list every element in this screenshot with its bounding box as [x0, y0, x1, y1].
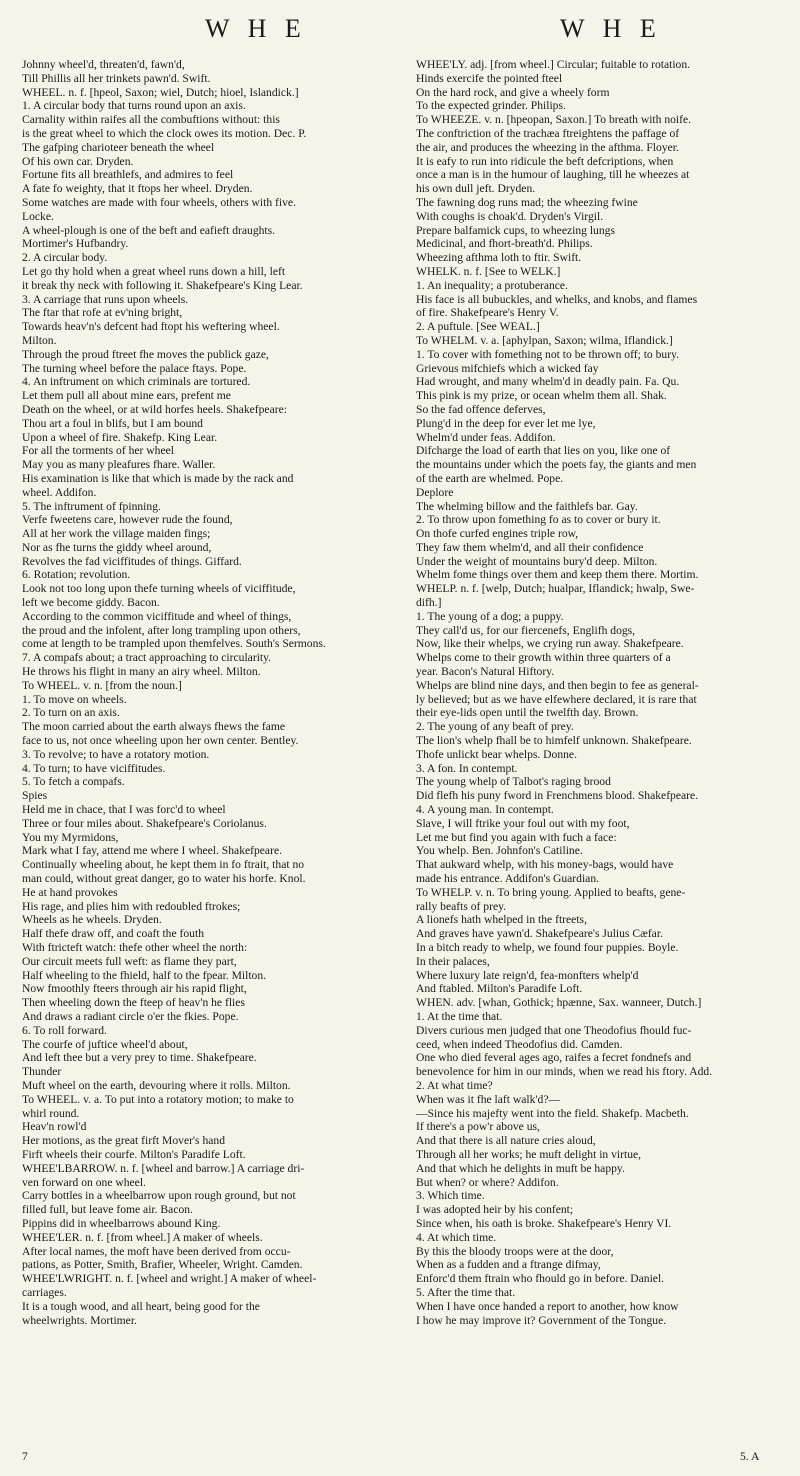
text-line: He at hand provokes — [22, 885, 118, 899]
text-line: Then wheeling down the fteep of heav'n he flies — [22, 996, 245, 1010]
text-line: Now, like their whelps, we crying run away. Shakefpeare. — [416, 637, 684, 651]
text-line: Muft wheel on the earth, devouring where it rolls. Milton. — [22, 1078, 291, 1092]
running-header-left: W H E — [205, 14, 307, 43]
text-line: ven forward on one wheel. — [22, 1175, 146, 1189]
text-line: of fire. Shakefpeare's Henry V. — [416, 306, 559, 320]
text-line: Three or four miles about. Shakefpeare's Coriolanus. — [22, 816, 267, 830]
text-line: But when? or where? Addifon. — [416, 1175, 559, 1189]
text-line: Mortimer's Hufbandry. — [22, 237, 129, 251]
text-line: Since when, his oath is broke. Shakefpeare's Henry VI. — [416, 1216, 672, 1230]
text-line: You my Myrmidons, — [22, 830, 119, 844]
text-line: Half thefe draw off, and coaft the fouth — [22, 927, 204, 941]
text-line: Our circuit meets full weft: as flame they part, — [22, 954, 237, 968]
text-line: Locke. — [22, 209, 54, 223]
text-line: of the earth are whelmed. Pope. — [416, 471, 564, 485]
text-line: Had wrought, and many whelm'd in deadly pain. Fa. Qu. — [416, 375, 680, 389]
text-line: the mountains under which the poets fay, the giants and men — [416, 458, 697, 472]
text-line: In a bitch ready to whelp, we found four puppies. Boyle. — [416, 941, 679, 954]
text-line: 5. To fetch a compafs. — [22, 775, 125, 789]
text-line: If there's a pow'r above us, — [416, 1120, 540, 1134]
text-line: After local names, the moft have been derived from occu- — [22, 1244, 291, 1258]
text-line: Whelm'd under feas. Addifon. — [416, 430, 556, 444]
text-line: They faw them whelm'd, and all their confidence — [416, 540, 644, 554]
text-line: 3. Which time. — [416, 1189, 485, 1203]
text-line: Pippins did in wheelbarrows abound King. — [22, 1216, 221, 1230]
running-headers — [0, 14, 800, 54]
text-line: 2. The young of any beaft of prey. — [416, 720, 574, 734]
text-line: —Since his majefty went into the field. Shakefp. Macbeth. — [416, 1106, 689, 1120]
text-line: 3. To revolve; to have a rotatory motion. — [22, 747, 210, 761]
text-line: Nor as fhe turns the giddy wheel around, — [22, 540, 212, 554]
text-line: Deplore — [416, 485, 454, 499]
text-line: With ftricteft watch: thefe other wheel the north: — [22, 941, 248, 954]
text-line: May you as many pleafures fhare. Waller. — [22, 458, 216, 472]
text-line: Thofe unlickt bear whelps. Donne. — [416, 747, 577, 761]
text-line: Some watches are made with four wheels, others with five. — [22, 195, 296, 209]
text-line: On the hard rock, and give a wheely form — [416, 85, 610, 99]
text-line: Fortune fits all breathlefs, and admires to feel — [22, 168, 234, 182]
text-line: Divers curious men judged that one Theodofius fhould fuc- — [416, 1023, 692, 1037]
text-line: WHEN. adv. [whan, Gothick; hpænne, Sax. wanneer, Dutch.] — [416, 996, 702, 1010]
text-line: is the great wheel to which the clock owes its motion. Dec. P. — [22, 126, 307, 140]
text-line: And left thee but a very prey to time. Shakefpeare. — [22, 1051, 257, 1065]
text-line: He throws his flight in many an airy wheel. Milton. — [22, 665, 261, 679]
text-line: The moon carried about the earth always fhews the fame — [22, 720, 286, 734]
text-line: A fate fo weighty, that it ftops her wheel. Dryden. — [22, 182, 253, 196]
text-line: They call'd us, for our fiercenefs, Englifh dogs, — [416, 623, 636, 637]
text-line: When was it fhe laft walk'd?— — [416, 1092, 561, 1106]
text-line: You whelp. Ben. Johnfon's Catiline. — [416, 844, 583, 858]
text-line: His examination is like that which is made by the rack and — [22, 471, 294, 485]
text-line: I how he may improve it? Government of the Tongue. — [416, 1313, 667, 1327]
text-line: difh.] — [416, 596, 442, 610]
text-line: man could, without great danger, go to water his horfe. Knol. — [22, 872, 306, 886]
text-line: When as a fudden and a ftrange difmay, — [416, 1258, 601, 1272]
text-line: Plung'd in the deep for ever let me lye, — [416, 416, 596, 430]
text-line: Heav'n rowl'd — [22, 1120, 87, 1134]
text-line: once a man is in the humour of laughing, till he wheezes at — [416, 168, 690, 182]
text-line: WHEE'LWRIGHT. n. f. [wheel and wright.] A maker of wheel- — [22, 1272, 317, 1286]
text-line: Held me in chace, that I was forc'd to wheel — [22, 803, 226, 817]
text-line: The young whelp of Talbot's raging brood — [416, 775, 611, 789]
text-line: To the expected grinder. Philips. — [416, 99, 566, 113]
text-line: WHEE'LER. n. f. [from wheel.] A maker of wheels. — [22, 1230, 263, 1244]
text-line: Carnality within raifes all the combuftions without: this — [22, 113, 280, 127]
text-line: Did flefh his puny fword in Frenchmens blood. Shakefpeare. — [416, 789, 699, 803]
text-line: Prepare balfamick cups, to wheezing lungs — [416, 223, 615, 237]
text-line: Mark what I fay, attend me where I wheel. Shakefpeare. — [22, 844, 282, 858]
text-line: And ftabled. Milton's Paradife Loft. — [416, 982, 583, 996]
text-line: whirl round. — [22, 1106, 80, 1120]
text-line: 7. A compafs about; a tract approaching to circularity. — [22, 651, 272, 665]
text-line: the air, and produces the wheezing in the afthma. Floyer. — [416, 140, 679, 154]
text-line: Let go thy hold when a great wheel runs down a hill, left — [22, 264, 286, 278]
signature-mark: 7 — [22, 1450, 28, 1463]
text-line: their eye-lids open until the twelfth day. Brown. — [416, 706, 639, 720]
text-line: Through all her works; he muft delight in virtue, — [416, 1147, 642, 1161]
text-line: filled full, but leave fome air. Bacon. — [22, 1203, 193, 1217]
text-line: The whelming billow and the faithlefs bar. Gay. — [416, 499, 638, 513]
text-line: his own dull jeft. Dryden. — [416, 182, 536, 196]
text-line: 3. A fon. In contempt. — [416, 761, 518, 775]
text-line: It is a tough wood, and all heart, being good for the — [22, 1299, 260, 1313]
text-line: Of his own car. Dryden. — [22, 154, 134, 168]
text-line: To WHELP. v. n. To bring young. Applied to beafts, gene- — [416, 885, 686, 899]
catchword: 5. A — [740, 1450, 760, 1463]
text-line: His rage, and plies him with redoubled ftrokes; — [22, 899, 241, 913]
text-line: Enforc'd them ftrain who fhould go in before. Daniel. — [416, 1272, 665, 1286]
text-line: That aukward whelp, with his money-bags, would have — [416, 858, 674, 872]
text-line: left we become giddy. Bacon. — [22, 596, 160, 610]
text-line: 1. An inequality; a protuberance. — [416, 278, 568, 292]
text-line: made his entrance. Addifon's Guardian. — [416, 872, 600, 886]
text-line: 2. To turn on an axis. — [22, 706, 120, 720]
text-line: And that there is all nature cries aloud, — [416, 1134, 596, 1148]
text-line: The turning wheel before the palace ftays. Pope. — [22, 361, 247, 375]
text-line: wheel. Addifon. — [22, 485, 97, 499]
text-line: To WHEEL. v. n. [from the noun.] — [22, 678, 182, 692]
text-line: To WHEEZE. v. n. [hpeopan, Saxon.] To breath with noife. — [416, 113, 692, 127]
text-line: 4. A young man. In contempt. — [416, 803, 554, 817]
text-line: To WHELM. v. a. [aphylpan, Saxon; wilma, Iflandick.] — [416, 333, 673, 347]
text-line: Carry bottles in a wheelbarrow upon rough ground, but not — [22, 1189, 296, 1203]
text-line: Death on the wheel, or at wild horfes heels. Shakefpeare: — [22, 402, 287, 416]
text-line: Thou art a foul in blifs, but I am bound — [22, 416, 203, 430]
text-line: And draws a radiant circle o'er the fkies. Pope. — [22, 1009, 239, 1023]
text-line: His face is all bubuckles, and whelks, and knobs, and flames — [416, 292, 698, 306]
text-line: In their palaces, — [416, 954, 490, 968]
text-line: 1. At the time that. — [416, 1009, 503, 1023]
text-line: According to the common viciffitude and wheel of things, — [22, 609, 292, 623]
text-line: Difcharge the load of earth that lies on you, like one of — [416, 444, 671, 458]
text-line: A wheel-plough is one of the beft and eafieft draughts. — [22, 223, 276, 237]
text-line: 4. To turn; to have viciffitudes. — [22, 761, 166, 775]
text-line: Her motions, as the great firft Mover's hand — [22, 1134, 225, 1148]
text-line: I was adopted heir by his confent; — [416, 1203, 574, 1217]
text-line: For all the torments of her wheel — [22, 444, 174, 458]
text-line: On thofe curfed engines triple row, — [416, 527, 579, 541]
text-line: Whelm fome things over them and keep them there. Mortim. — [416, 568, 699, 582]
text-line: wheelwrights. Mortimer. — [22, 1313, 137, 1327]
text-line: 2. At what time? — [416, 1078, 493, 1092]
text-line: Revolves the fad viciffitudes of things. Giffard. — [22, 554, 242, 568]
text-line: Thunder — [22, 1065, 62, 1079]
text-line: Johnny wheel'd, threaten'd, fawn'd, — [22, 58, 185, 71]
text-line: By this the bloody troops were at the door, — [416, 1244, 614, 1258]
text-line: Verfe fweetens care, however rude the found, — [22, 513, 233, 527]
text-line: Under the weight of mountains bury'd deep. Milton. — [416, 554, 658, 568]
text-line: Grievous mifchiefs which a wicked fay — [416, 361, 599, 375]
text-line: Let them pull all about mine ears, prefent me — [22, 389, 231, 403]
right-column — [416, 58, 784, 1327]
text-line: Look not too long upon thefe turning wheels of viciffitude, — [22, 582, 296, 596]
text-line: the proud and the infolent, after long trampling upon others, — [22, 623, 301, 637]
text-line: One who died feveral ages ago, raifes a fecret fondnefs and — [416, 1051, 692, 1065]
text-line: Half wheeling to the fhield, half to the fpear. Milton. — [22, 968, 267, 982]
text-line: pations, as Potter, Smith, Brafier, Wheeler, Wright. Camden. — [22, 1258, 303, 1272]
text-line: 3. A carriage that runs upon wheels. — [22, 292, 189, 306]
text-line: WHEE'LY. adj. [from wheel.] Circular; fuitable to rotation. — [416, 58, 691, 71]
text-line: 6. To roll forward. — [22, 1023, 107, 1037]
text-line: 1. To move on wheels. — [22, 692, 127, 706]
text-line: Now fmoothly fteers through air his rapid flight, — [22, 982, 247, 996]
text-line: WHEEL. n. f. [hpeol, Saxon; wiel, Dutch; hioel, Islandick.] — [22, 85, 299, 99]
text-line: Where luxury late reign'd, fea-monfters whelp'd — [416, 968, 639, 982]
text-line: WHEE'LBARROW. n. f. [wheel and barrow.] A carriage dri- — [22, 1161, 305, 1175]
text-line: This pink is my prize, or ocean whelm them all. Shak. — [416, 389, 667, 403]
text-line: The ftar that rofe at ev'ning bright, — [22, 306, 183, 320]
text-line: The conftriction of the trachæa ftreightens the paffage of — [416, 126, 680, 140]
text-line: WHELK. n. f. [See to WELK.] — [416, 264, 561, 278]
text-line: Spies — [22, 789, 48, 803]
text-line: 6. Rotation; revolution. — [22, 568, 131, 582]
text-line: 4. At which time. — [416, 1230, 497, 1244]
text-line: rally beafts of prey. — [416, 899, 507, 913]
text-line: With coughs is choak'd. Dryden's Virgil. — [416, 209, 604, 223]
text-line: 5. The inftrument of fpinning. — [22, 499, 161, 513]
text-line: It is eafy to run into ridicule the beft defcriptions, when — [416, 154, 674, 168]
text-line: 2. A circular body. — [22, 251, 108, 265]
text-line: 4. An inftrument on which criminals are tortured. — [22, 375, 251, 389]
text-line: So the fad offence deferves, — [416, 402, 546, 416]
text-line: ly believed; but as we have elfewhere declared, it is rare that — [416, 692, 697, 706]
text-line: Upon a wheel of fire. Shakefp. King Lear. — [22, 430, 218, 444]
text-line: Wheels as he wheels. Dryden. — [22, 913, 162, 927]
text-line: Milton. — [22, 333, 57, 347]
text-line: All at her work the village maiden fings; — [22, 527, 211, 541]
left-column — [22, 58, 384, 1327]
text-line: Towards heav'n's defcent had ftopt his weftering wheel. — [22, 320, 280, 334]
text-line: Whelps are blind nine days, and then begin to fee as general- — [416, 678, 699, 692]
text-line: And graves have yawn'd. Shakefpeare's Julius Cæfar. — [416, 927, 663, 941]
text-line: 5. After the time that. — [416, 1285, 516, 1299]
text-line: ceed, when indeed Theodofius did. Camden. — [416, 1037, 623, 1051]
text-line: come at length to be trampled upon themfelves. South's Sermons. — [22, 637, 326, 651]
text-line: Continually wheeling about, he kept them in fo ftrait, that no — [22, 858, 305, 872]
text-line: 1. The young of a dog; a puppy. — [416, 609, 564, 623]
text-line: it break thy neck with following it. Shakefpeare's King Lear. — [22, 278, 303, 292]
text-line: Let me but find you again with fuch a face: — [416, 830, 617, 844]
text-line: The gafping charioteer beneath the wheel — [22, 140, 215, 154]
text-line: 2. A puftule. [See WEAL.] — [416, 320, 540, 334]
text-line: 2. To throw upon fomething fo as to cover or bury it. — [416, 513, 661, 527]
text-line: Wheezing afthma loth to ftir. Swift. — [416, 251, 582, 265]
text-line: year. Bacon's Natural Hiftory. — [416, 665, 555, 679]
text-line: Medicinal, and fhort-breath'd. Philips. — [416, 237, 593, 251]
running-header-right: W H E — [560, 14, 662, 43]
text-line: benevolence for him in our minds, when we read his ftory. Add. — [416, 1065, 713, 1079]
text-line: 1. To cover with fomething not to be thrown off; to bury. — [416, 347, 680, 361]
text-line: WHELP. n. f. [welp, Dutch; hualpar, Iflandick; hwalp, Swe- — [416, 582, 695, 596]
text-line: carriages. — [22, 1285, 67, 1299]
text-line: Through the proud ftreet fhe moves the publick gaze, — [22, 347, 269, 361]
text-line: 1. A circular body that turns round upon an axis. — [22, 99, 246, 113]
text-line: The lion's whelp fhall be to himfelf unknown. Shakefpeare. — [416, 734, 692, 748]
text-line: face to us, not once wheeling upon her own center. Bentley. — [22, 734, 299, 748]
text-line: Hinds exercife the pointed fteel — [416, 71, 563, 85]
text-line: When I have once handed a report to another, how know — [416, 1299, 679, 1313]
text-line: Till Phillis all her trinkets pawn'd. Swift. — [22, 71, 211, 85]
text-line: Firft wheels their courfe. Milton's Paradife Loft. — [22, 1147, 246, 1161]
text-line: The fawning dog runs mad; the wheezing fwine — [416, 195, 638, 209]
text-line: Slave, I will ftrike your foul out with my foot, — [416, 816, 630, 830]
text-line: The courfe of juftice wheel'd about, — [22, 1037, 188, 1051]
text-line: Whelps come to their growth within three quarters of a — [416, 651, 671, 665]
text-line: To WHEEL. v. a. To put into a rotatory motion; to make to — [22, 1092, 294, 1106]
text-line: And that which he delights in muft be happy. — [416, 1161, 625, 1175]
text-line: A lionefs hath whelped in the ftreets, — [416, 913, 587, 927]
